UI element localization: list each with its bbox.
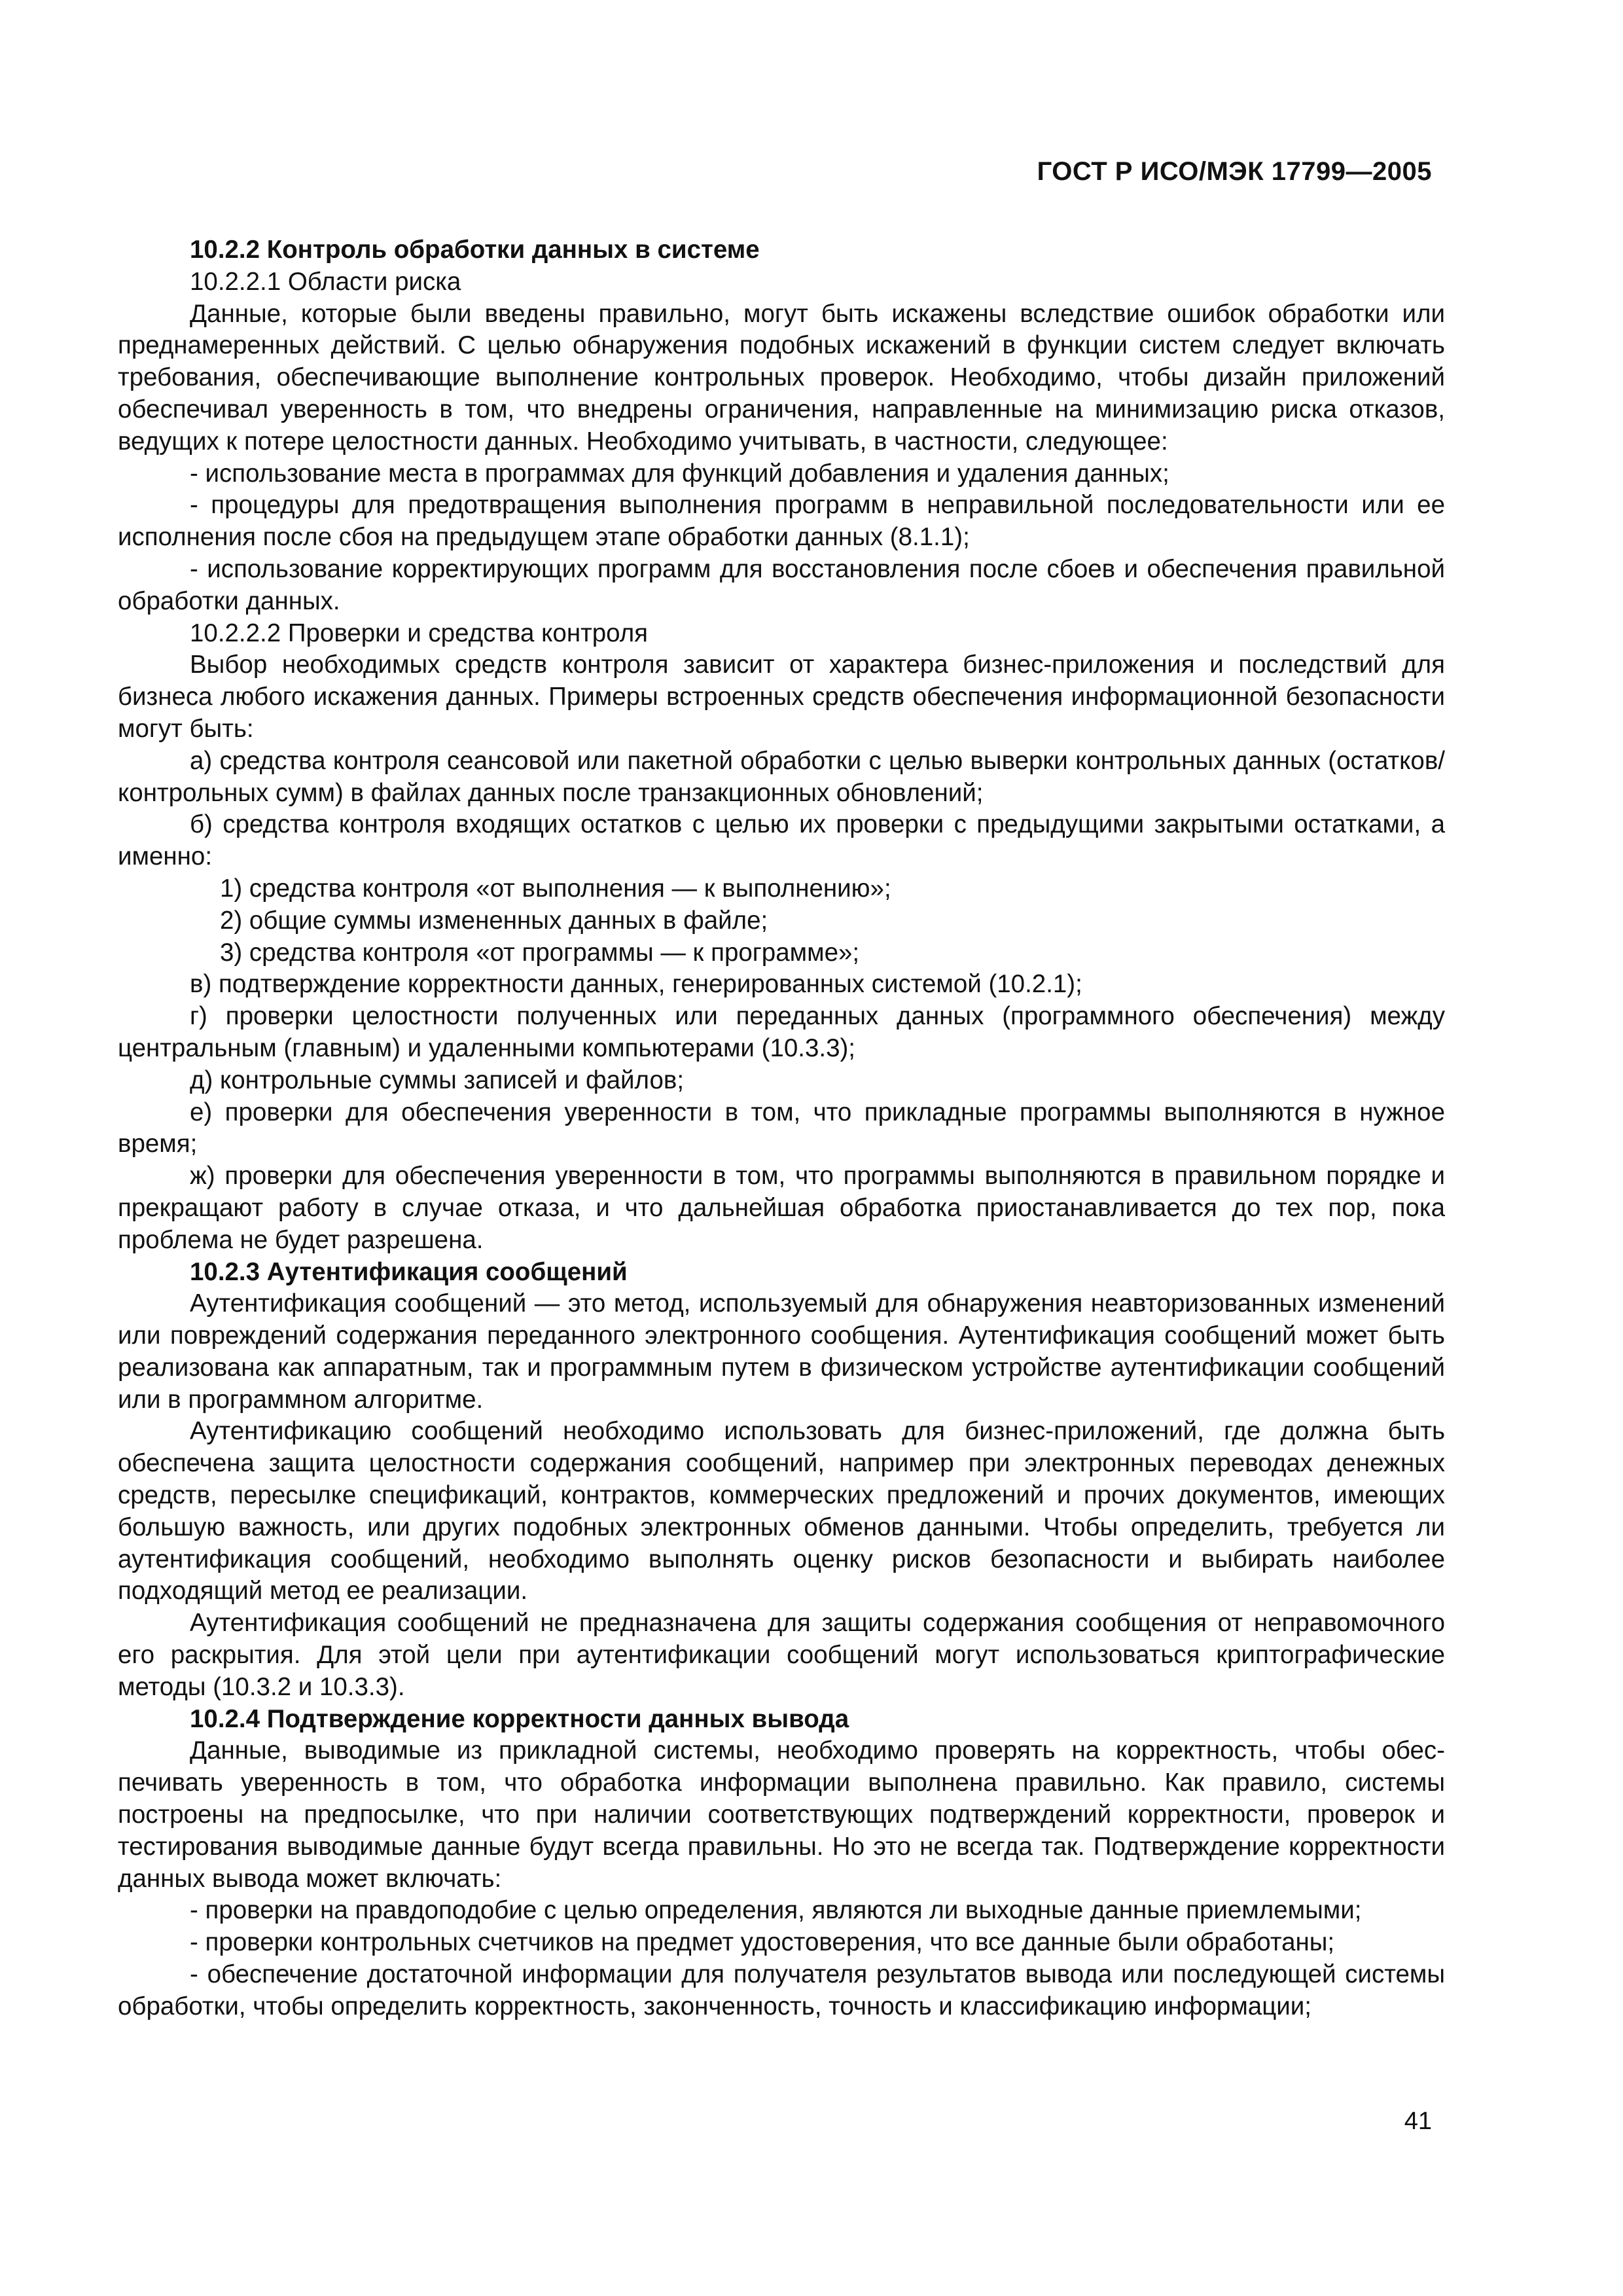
body-paragraph: - проверки на правдоподобие с целью определения, являются ли выходные данные приемлемыми;: [190, 1896, 1362, 1925]
numbered-sub-item: 2) общие суммы измененных данных в файле;: [220, 906, 768, 935]
body-paragraph: д) контрольные суммы записей и файлов;: [190, 1066, 685, 1094]
body-paragraph: - процедуры для предотвращения выполнения программ в неправильной последовательности или ее исполнения после сбоя на предыдущем этапе обработки данных (8.1.1);: [118, 491, 1445, 552]
body-paragraph: Данные, которые были введены правильно, могут быть искажены вследствие ошибок обработки или преднамеренных действий. С целью обнаружения подобных искажений в функции систем следует включать требования, обеспечивающие выполнение контрольных проверок. Необходимо, чтобы дизайн приложений обеспечивал уверенность в том, что внедрены ограничения, направленные на минимизацию риска отказов, ведущих к потере целостности данных. Необходимо учитывать, в частности, следующее:: [118, 299, 1445, 456]
body-paragraph: 10.2.2.1 Области риска: [190, 267, 461, 296]
body-paragraph: а) средства контроля сеансовой или пакетной обработки с целью выверки контрольных данных (остатков/контрольных сумм) в файлах данных после транзакционных обновлений;: [118, 746, 1445, 807]
body-paragraph: Аутентификация сообщений — это метод, используемый для обнаружения неавторизованных изменений или повреждений содержания переданного электронного сообщения. Аутентификация сообщений может быть реализована как аппаратным, так и программным путем в физическом устройстве аутентификации сообщений или в программном алгоритме.: [118, 1289, 1445, 1414]
body-paragraph: - использование корректирующих программ для восстановления после сбоев и обеспечения правильной обработки данных.: [118, 554, 1445, 615]
body-paragraph: Данные, выводимые из прикладной системы, необходимо проверять на корректность, чтобы обеспечивать уверенность в том, что обработка информации выполнена правильно. Как правило, системы построены на предпосылке, что при наличии соответствующих подтверждений корректности, проверок и тестирования выводимые данные будут всегда правильны. Но это не всегда так. Подтверждение корректности данных вывода может включать:: [118, 1736, 1445, 1893]
body-paragraph: - обеспечение достаточной информации для получателя результатов вывода или последующей системы обработки, чтобы определить корректность, законченность, точность и классификацию информации;: [118, 1960, 1445, 2020]
section-heading: 10.2.2 Контроль обработки данных в системе: [190, 236, 760, 264]
body-paragraph: Аутентификация сообщений не предназначена для защиты содержания сообщения от неправомочного его раскрытия. Для этой цели при аутентификации сообщений могут использоваться криптографические методы (10.3.2 и 10.3.3).: [118, 1609, 1445, 1701]
body-paragraph: б) средства контроля входящих остатков с целью их проверки с предыдущими закрытыми остатками, а именно:: [118, 810, 1445, 871]
section-heading: 10.2.4 Подтверждение корректности данных вывода: [190, 1704, 849, 1733]
body-paragraph: Аутентификацию сообщений необходимо использовать для бизнес-приложений, где должна быть обеспечена защита целостности содержания сообщений, например при электронных переводах денежных средств, пересылке спецификаций, контрактов, коммерческих предложений и прочих документов, имеющих большую важность, или других подобных электронных обменов данными. Чтобы определить, требуется ли аутентификация сообщений, необходимо выполнять оценку рисков безопасности и выбирать наиболее подходящий метод ее реализации.: [118, 1417, 1445, 1605]
section-heading: 10.2.3 Аутентификация сообщений: [190, 1257, 628, 1286]
body-paragraph: в) подтверждение корректности данных, генерированных системой (10.2.1);: [190, 970, 1082, 999]
body-paragraph: ж) проверки для обеспечения уверенности в том, что программы выполняются в правильном порядке и прекращают работу в случае отказа, и что дальнейшая обработка приостанавливается до тех пор, пока проблема не будет разрешена.: [118, 1162, 1445, 1254]
body-paragraph: - проверки контрольных счетчиков на предмет удостоверения, что все данные были обработаны;: [190, 1928, 1335, 1957]
body-paragraph: е) проверки для обеспечения уверенности в том, что прикладные программы выполняются в нужное время;: [118, 1098, 1445, 1158]
standard-designation: ГОСТ Р ИСО/МЭК 17799—2005: [1037, 157, 1432, 186]
body-paragraph: Выбор необходимых средств контроля зависит от характера бизнес-приложения и последствий для бизнеса любого искажения данных. Примеры встроенных средств обеспечения информационной безопасности могут быть:: [118, 651, 1445, 743]
document-body: [118, 234, 1445, 2023]
body-paragraph: 10.2.2.2 Проверки и средства контроля: [190, 619, 649, 647]
body-paragraph: г) проверки целостности полученных или переданных данных (программного обеспечения) между центральным (главным) и удаленными компьютерами (10.3.3);: [118, 1002, 1445, 1062]
numbered-sub-item: 1) средства контроля «от выполнения — к выполнению»;: [220, 874, 891, 903]
numbered-sub-item: 3) средства контроля «от программы — к программе»;: [220, 938, 860, 967]
body-paragraph: - использование места в программах для функций добавления и удаления данных;: [190, 459, 1169, 488]
page-number: 41: [1404, 2108, 1432, 2135]
